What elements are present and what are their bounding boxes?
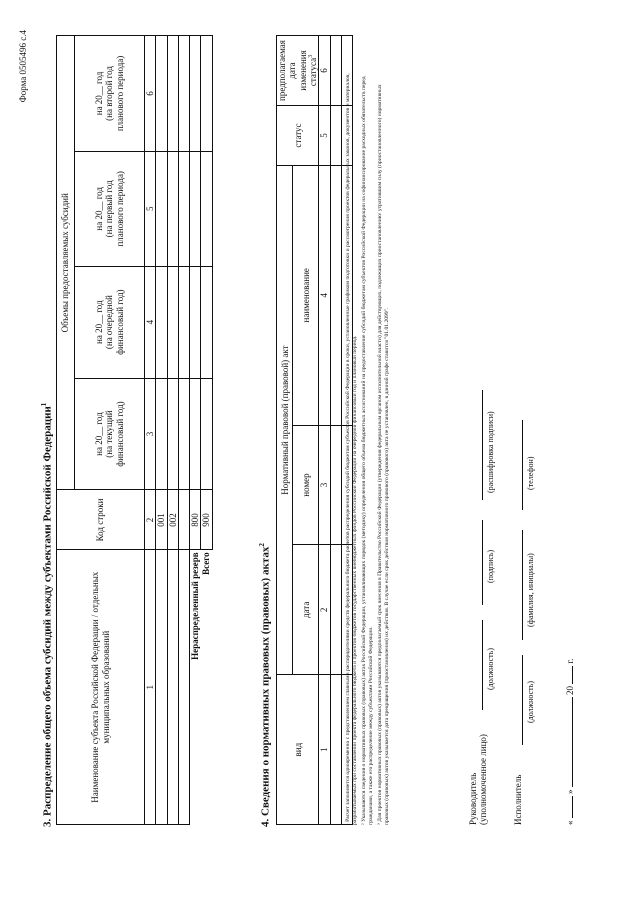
date-line — [565, 659, 575, 825]
y2b: (на очередной — [104, 295, 115, 350]
executor-label: Исполнитель — [513, 774, 523, 825]
y1c: финансовый год) — [114, 401, 125, 467]
table-cell[interactable] — [179, 151, 190, 266]
table-cell[interactable] — [167, 266, 178, 378]
col-name-header: Наименование субъекта Российской Федерации / отдельных муниципальных образований — [57, 550, 145, 825]
code-cell: 002 — [167, 490, 178, 550]
table-cell[interactable] — [190, 151, 201, 266]
year-suffix: г. — [565, 658, 575, 664]
col-year2-header — [75, 266, 145, 378]
y2a: на 20__ год — [93, 300, 104, 344]
col-year4-header — [75, 36, 145, 152]
table-cell[interactable] — [330, 165, 341, 425]
footnote-3: ³ Для проектов нормативных правовых (правовых) актов указываются предполагаемый срок внесения в Правительство Российской Федерации (утверждения федеральным органом исполнительной власти) для действующих, подлежащих приостановлению/ утратившим силу (приостановленного) нормативных правовых (правовых) актов указывается дата прекращения (приостановления) их действия. В случае если срок действия нормативного правового (правового) акта не установлен, в данной графе ставится "01.01.2099". — [376, 84, 390, 825]
table-cell[interactable] — [167, 36, 178, 152]
section4-title-text: 4. Сведения о нормативных правовых (правовых) актах — [259, 546, 272, 827]
expected-sup: 3 — [308, 54, 315, 58]
y1a: на 20__ год — [93, 412, 104, 456]
table-cell[interactable] — [330, 425, 341, 545]
day-blank[interactable] — [572, 796, 573, 818]
table-cell[interactable] — [179, 490, 190, 550]
footnotes — [345, 65, 391, 825]
col-actname-header: наименование — [293, 165, 319, 425]
unallocated-label: Нераспределенный резерв — [190, 550, 201, 825]
table-cell[interactable] — [179, 266, 190, 378]
total-label: Всего — [201, 550, 212, 825]
table-cell[interactable] — [330, 675, 341, 825]
col-status-header: статус — [277, 106, 319, 166]
phone-line[interactable] — [522, 420, 523, 510]
section4-title — [258, 543, 272, 827]
num-cell: 2 — [145, 490, 156, 550]
num-cell: 2 — [319, 545, 330, 675]
y1b: (на текущий — [104, 410, 115, 458]
table-cell[interactable] — [201, 378, 212, 490]
table-cell[interactable] — [156, 151, 167, 266]
table-cell[interactable] — [190, 378, 201, 490]
num-cell: 5 — [319, 106, 330, 166]
section3-title-sup: 1 — [40, 402, 48, 407]
decoding-caption: (расшифровка подписи) — [486, 411, 495, 493]
code-cell: 001 — [156, 490, 167, 550]
table-cell[interactable] — [167, 550, 178, 825]
quote-open: « — [565, 820, 575, 825]
y3b: (на первый год — [104, 180, 115, 238]
table-cell[interactable] — [179, 36, 190, 152]
num-cell: 4 — [319, 165, 330, 425]
col-act-header: Нормативный правовой (правовой) акт — [277, 165, 293, 674]
table-cell[interactable] — [330, 106, 341, 166]
table-cell[interactable] — [156, 266, 167, 378]
fio-line[interactable] — [522, 530, 523, 640]
month-blank[interactable] — [572, 697, 573, 787]
code-cell: 900 — [201, 490, 212, 550]
col-year3-header — [75, 151, 145, 266]
num-cell: 1 — [145, 550, 156, 825]
num-cell: 1 — [319, 675, 330, 825]
col-volume-header: Объемы предоставляемых субсидий — [57, 36, 75, 490]
col-expected-header — [277, 36, 319, 106]
table-cell[interactable] — [330, 545, 341, 675]
decoding-line[interactable] — [482, 390, 483, 500]
footnote-1: ¹ Расчет заполняется одновременно с представлением главными распорядителями средств федерального бюджета расчетов распределения субсидий бюджетам субъектов Российской Федерации в сроки, установленные графиком подготовки и рассмотрения проектов федеральных законов, документов и материалов, разрабатываемых при составлении проекта федерального бюджета и проектов бюджетов государственных внебюджетных фондов Российской Федерации на очередной финансовый год и плановый период. — [345, 73, 358, 825]
section3-title — [40, 403, 54, 827]
head-label-1: Руководитель — [468, 772, 478, 825]
table-cell[interactable] — [190, 36, 201, 152]
table-cell[interactable] — [201, 151, 212, 266]
form-code: Форма 0505496 с.4 — [18, 30, 28, 103]
signature-line[interactable] — [482, 520, 483, 605]
code-cell: 800 — [190, 490, 201, 550]
y3a: на 20__ год — [93, 187, 104, 231]
position2-line[interactable] — [522, 655, 523, 745]
quote-close: » — [565, 789, 575, 794]
subsidy-distribution-table — [56, 35, 213, 825]
num-cell: 6 — [145, 36, 156, 152]
table-cell[interactable] — [156, 378, 167, 490]
table-cell[interactable] — [156, 550, 167, 825]
y2c: финансовый год) — [114, 289, 125, 355]
num-cell: 5 — [145, 151, 156, 266]
table-cell[interactable] — [201, 266, 212, 378]
table-cell[interactable] — [167, 378, 178, 490]
expected-a: предполагаемая дата — [277, 40, 298, 101]
year-prefix: 20 — [565, 686, 575, 695]
legal-acts-table — [276, 35, 353, 825]
y3c: планового периода) — [114, 171, 125, 247]
col-type-header: вид — [277, 675, 319, 825]
num-cell: 3 — [319, 425, 330, 545]
y4a: на 20__ год — [93, 71, 104, 116]
num-cell: 4 — [145, 266, 156, 378]
num-cell: 3 — [145, 378, 156, 490]
table-cell[interactable] — [179, 378, 190, 490]
table-cell[interactable] — [179, 550, 190, 825]
num-cell: 6 — [319, 36, 330, 106]
signature-caption: (подпись) — [486, 549, 495, 583]
table-cell[interactable] — [190, 266, 201, 378]
table-cell[interactable] — [201, 36, 212, 152]
head-label — [468, 734, 488, 825]
col-code-header: Код строки — [57, 490, 145, 550]
col-year1-header — [75, 378, 145, 490]
col-number-header: номер — [293, 425, 319, 545]
position-line[interactable] — [482, 620, 483, 710]
year-blank[interactable] — [572, 666, 573, 684]
footnote-2: ² Указываются сведения о нормативных правовых (правовых) актах Российской Федерации, устанавливающих порядок (методику) определения общего объема бюджетных ассигнований на предоставление субсидий бюджетам субъектов Российской Федерации на софинансирование расходных обязательств перед гражданами, а также его распределение между субъектами Российской Федерации. — [360, 76, 374, 825]
expected-b — [298, 38, 319, 103]
y4b: (на второй год — [104, 66, 115, 121]
section4-title-sup: 2 — [258, 543, 266, 547]
expected-b-text: изменения статуса — [297, 50, 319, 91]
table-cell[interactable] — [156, 36, 167, 152]
position-caption: (должность) — [486, 648, 495, 690]
col-date-header: дата — [293, 545, 319, 675]
table-cell[interactable] — [330, 36, 341, 106]
position2-caption: (должность) — [526, 681, 535, 723]
table-cell[interactable] — [167, 151, 178, 266]
y4c: планового периода) — [114, 55, 125, 132]
phone-caption: (телефон) — [526, 456, 535, 490]
head-label-2: (уполномоченное лицо) — [478, 734, 488, 825]
fio-caption: (фамилия, инициалы) — [526, 553, 535, 627]
section3-title-text: 3. Распределение общего объема субсидий между субъектами Российской Федерации — [41, 406, 54, 827]
